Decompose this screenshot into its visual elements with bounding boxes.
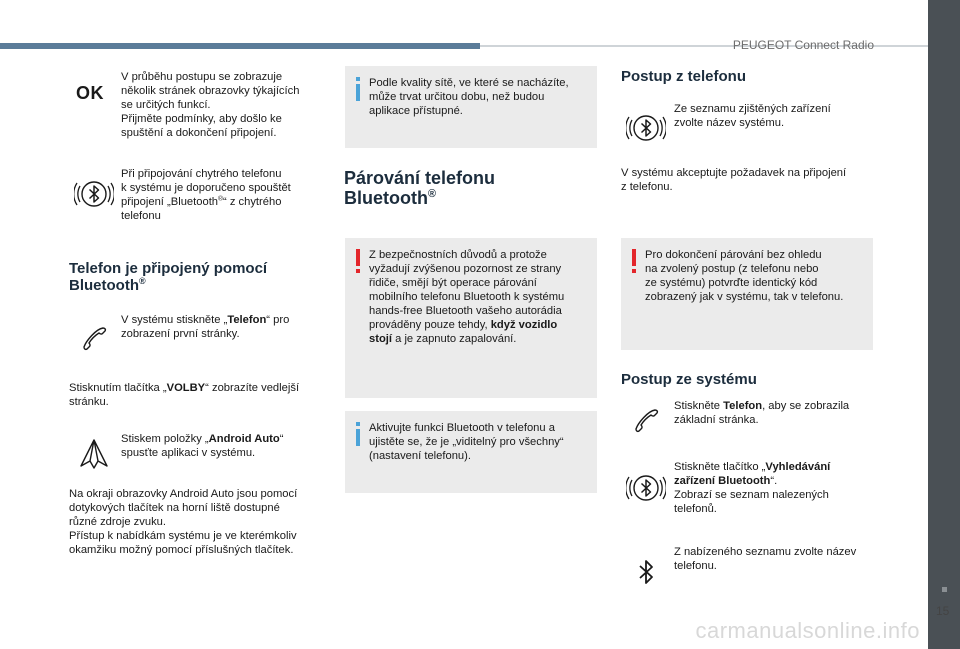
ok-text-icon: OK: [76, 83, 104, 103]
paragraph-android-auto: Na okraji obrazovky Android Auto jsou pomocí dotykových tlačítek na horní liště dostupné různé zdroje zvuku. Přístup k nabídkám systému je ve kterémkoliv okamžiku možný pomocí příslušných tlačítek.: [69, 488, 298, 556]
instruction-volby: Stisknutím tlačítka „VOLBY“ zobrazíte vedlejší stránku.: [69, 382, 300, 408]
watermark: carmanualsonline.info: [695, 618, 920, 643]
instruction-choose-phone: Z nabízeného seznamu zvolte název telefonu.: [674, 546, 857, 572]
bluetooth-icon: [626, 468, 666, 508]
page-number: 15: [936, 604, 950, 618]
bluetooth-icon: [626, 108, 666, 148]
page-marker: [942, 587, 947, 592]
section-heading-connected: Telefon je připojený pomocí Bluetooth®: [69, 260, 268, 294]
instruction-select-system: Ze seznamu zjištěných zařízení zvolte název systému.: [674, 103, 831, 129]
phone-handset-icon: [626, 400, 666, 440]
header-accent-bar: [0, 43, 480, 49]
section-heading-pairing: Párování telefonu Bluetooth®: [344, 168, 496, 208]
instruction-telefon: V systému stiskněte „Telefon“ pro zobrazení první stránky.: [121, 314, 290, 340]
warning-icon: [630, 249, 638, 273]
phone-handset-icon: [74, 318, 114, 358]
instruction-accept-request: V systému akceptujte požadavek na připojení z telefonu.: [621, 167, 847, 193]
instruction-ok: V průběhu postupu se zobrazuje několik stránek obrazovky týkajících se určitých funkcí. Přijměte podmínky, aby došlo ke spuštění a dokončení připojení.: [121, 71, 300, 139]
info-box-visibility: Aktivujte funkci Bluetooth v telefonu a ujistěte se, že je „viditelný pro všechny“ (nastavení telefonu).: [345, 411, 597, 493]
info-icon: [354, 77, 362, 101]
bluetooth-icon: [74, 174, 114, 214]
warning-icon: [354, 249, 362, 273]
android-auto-icon: [74, 434, 114, 474]
section-heading-from-phone: Postup z telefonu: [621, 68, 746, 85]
instruction-press-telefon: Stiskněte Telefon, aby se zobrazila základní stránka.: [674, 400, 850, 426]
bluetooth-icon: [626, 552, 666, 592]
info-box-network: Podle kvality sítě, ve které se nacházíte, může trvat určitou dobu, než budou aplikace přístupné.: [345, 66, 597, 148]
warning-box-safety: Z bezpečnostních důvodů a protože vyžadují zvýšenou pozornost ze strany řidiče, smějí být operace párování mobilního telefonu Bluetooth k systému hands-free Bluetooth vašeho autorádia prováděny pouze tehdy, když vozidlo stojí a je zapnuto zapalování.: [345, 238, 597, 398]
instruction-android-auto: Stiskem položky „Android Auto“ spusťte aplikaci v systému.: [121, 433, 284, 459]
running-title: PEUGEOT Connect Radio: [732, 38, 874, 52]
instruction-bluetooth-smartphone: Při připojování chytrého telefonu k systému je doporučeno spouštět připojení „Bluetooth®“ z chytrého telefonu: [121, 168, 291, 222]
warning-box-code: Pro dokončení párování bez ohledu na zvolený postup (z telefonu nebo ze systému) potvrďte identický kód zobrazený jak v systému, tak v telefonu.: [621, 238, 873, 350]
instruction-search-bluetooth: Stiskněte tlačítko „Vyhledávání zařízení Bluetooth“. Zobrazí se seznam nalezených telefonů.: [674, 461, 831, 515]
page-sidebar: [928, 0, 960, 649]
section-heading-from-system: Postup ze systému: [621, 371, 757, 388]
info-icon: [354, 422, 362, 446]
